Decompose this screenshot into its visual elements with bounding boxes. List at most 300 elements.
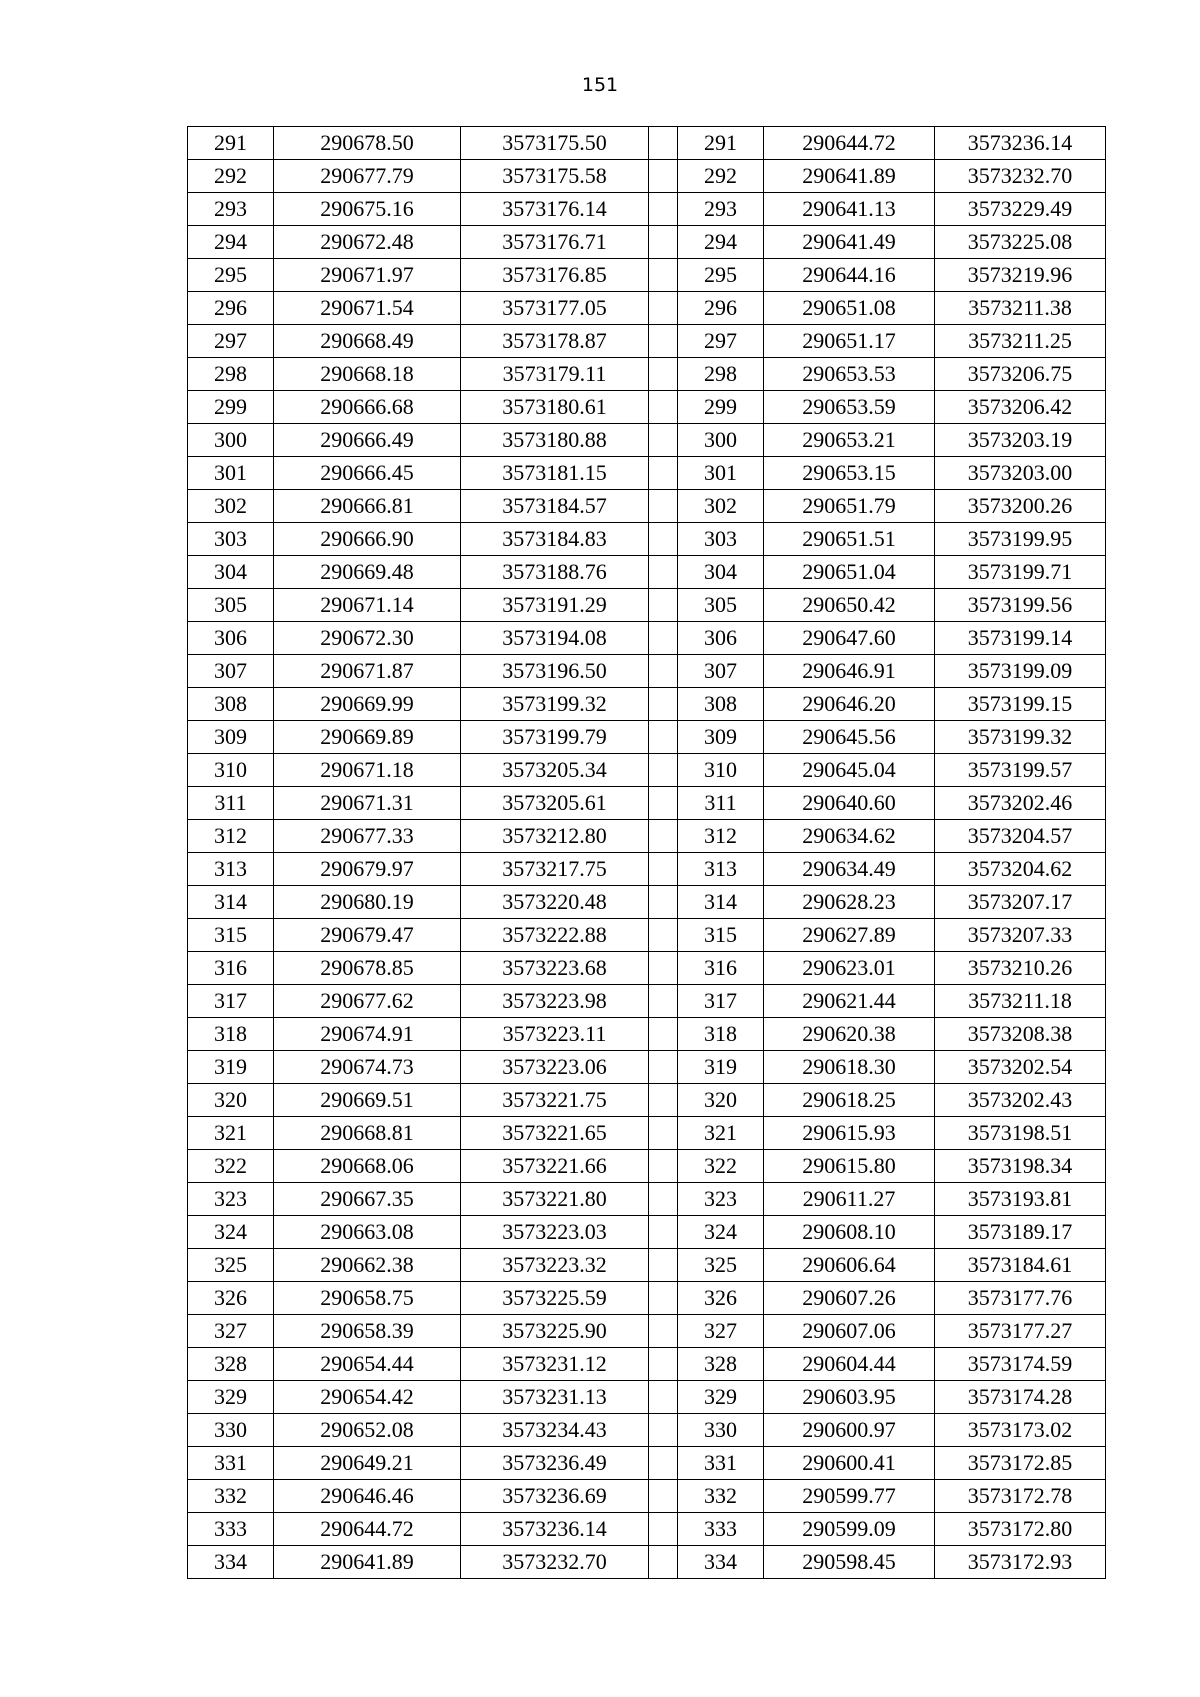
right-x-coordinate-cell: 290647.60 [764,622,935,655]
spacer-cell [649,655,678,688]
left-x-coordinate-cell: 290658.39 [274,1315,461,1348]
left-point-number-cell: 307 [188,655,274,688]
right-point-number-cell: 325 [678,1249,764,1282]
left-point-number-cell: 312 [188,820,274,853]
spacer-cell [649,1414,678,1447]
right-point-number-cell: 297 [678,325,764,358]
left-y-coordinate-cell: 3573234.43 [461,1414,649,1447]
table-row [188,754,1106,787]
table-row [188,457,1106,490]
left-y-coordinate-cell: 3573176.71 [461,226,649,259]
right-point-number-cell: 326 [678,1282,764,1315]
spacer-cell [649,391,678,424]
table-row [188,1018,1106,1051]
spacer-cell [649,1150,678,1183]
table-row [188,1447,1106,1480]
left-point-number-cell: 317 [188,985,274,1018]
left-y-coordinate-cell: 3573221.75 [461,1084,649,1117]
spacer-cell [649,259,678,292]
spacer-cell [649,787,678,820]
right-point-number-cell: 306 [678,622,764,655]
spacer-cell [649,160,678,193]
spacer-cell [649,1117,678,1150]
right-point-number-cell: 302 [678,490,764,523]
right-point-number-cell: 300 [678,424,764,457]
right-x-coordinate-cell: 290653.21 [764,424,935,457]
table-row [188,391,1106,424]
spacer-cell [649,886,678,919]
right-y-coordinate-cell: 3573208.38 [935,1018,1106,1051]
left-point-number-cell: 322 [188,1150,274,1183]
left-y-coordinate-cell: 3573212.80 [461,820,649,853]
right-point-number-cell: 323 [678,1183,764,1216]
right-x-coordinate-cell: 290600.41 [764,1447,935,1480]
left-x-coordinate-cell: 290671.18 [274,754,461,787]
left-point-number-cell: 323 [188,1183,274,1216]
right-x-coordinate-cell: 290641.13 [764,193,935,226]
left-x-coordinate-cell: 290668.18 [274,358,461,391]
table-row [188,325,1106,358]
left-x-coordinate-cell: 290667.35 [274,1183,461,1216]
left-y-coordinate-cell: 3573184.83 [461,523,649,556]
table-row [188,622,1106,655]
right-point-number-cell: 319 [678,1051,764,1084]
left-point-number-cell: 326 [188,1282,274,1315]
right-y-coordinate-cell: 3573172.85 [935,1447,1106,1480]
left-y-coordinate-cell: 3573196.50 [461,655,649,688]
table-row [188,1348,1106,1381]
table-row [188,523,1106,556]
left-x-coordinate-cell: 290666.90 [274,523,461,556]
right-x-coordinate-cell: 290651.17 [764,325,935,358]
left-x-coordinate-cell: 290668.81 [274,1117,461,1150]
right-point-number-cell: 293 [678,193,764,226]
right-y-coordinate-cell: 3573204.62 [935,853,1106,886]
right-x-coordinate-cell: 290615.93 [764,1117,935,1150]
right-point-number-cell: 311 [678,787,764,820]
left-point-number-cell: 301 [188,457,274,490]
table-row [188,886,1106,919]
spacer-cell [649,127,678,160]
left-x-coordinate-cell: 290662.38 [274,1249,461,1282]
right-y-coordinate-cell: 3573225.08 [935,226,1106,259]
left-y-coordinate-cell: 3573176.14 [461,193,649,226]
right-x-coordinate-cell: 290603.95 [764,1381,935,1414]
left-point-number-cell: 314 [188,886,274,919]
left-x-coordinate-cell: 290663.08 [274,1216,461,1249]
left-x-coordinate-cell: 290672.48 [274,226,461,259]
left-y-coordinate-cell: 3573222.88 [461,919,649,952]
left-point-number-cell: 297 [188,325,274,358]
table-row [188,1051,1106,1084]
right-y-coordinate-cell: 3573232.70 [935,160,1106,193]
right-y-coordinate-cell: 3573174.59 [935,1348,1106,1381]
spacer-cell [649,1249,678,1282]
left-y-coordinate-cell: 3573181.15 [461,457,649,490]
right-x-coordinate-cell: 290650.42 [764,589,935,622]
left-y-coordinate-cell: 3573221.66 [461,1150,649,1183]
left-point-number-cell: 313 [188,853,274,886]
left-point-number-cell: 318 [188,1018,274,1051]
right-x-coordinate-cell: 290599.77 [764,1480,935,1513]
left-x-coordinate-cell: 290675.16 [274,193,461,226]
left-point-number-cell: 320 [188,1084,274,1117]
spacer-cell [649,1282,678,1315]
left-x-coordinate-cell: 290671.31 [274,787,461,820]
right-x-coordinate-cell: 290644.72 [764,127,935,160]
right-x-coordinate-cell: 290627.89 [764,919,935,952]
left-x-coordinate-cell: 290666.68 [274,391,461,424]
right-y-coordinate-cell: 3573199.09 [935,655,1106,688]
left-point-number-cell: 305 [188,589,274,622]
left-x-coordinate-cell: 290669.99 [274,688,461,721]
table-row [188,688,1106,721]
left-point-number-cell: 327 [188,1315,274,1348]
table-row [188,1315,1106,1348]
left-x-coordinate-cell: 290680.19 [274,886,461,919]
left-x-coordinate-cell: 290669.51 [274,1084,461,1117]
left-y-coordinate-cell: 3573231.13 [461,1381,649,1414]
right-point-number-cell: 304 [678,556,764,589]
spacer-cell [649,688,678,721]
spacer-cell [649,292,678,325]
left-x-coordinate-cell: 290671.14 [274,589,461,622]
left-x-coordinate-cell: 290668.06 [274,1150,461,1183]
right-x-coordinate-cell: 290640.60 [764,787,935,820]
table-row [188,820,1106,853]
table-row [188,985,1106,1018]
table-row [188,853,1106,886]
table-row [188,490,1106,523]
table-row [188,292,1106,325]
left-point-number-cell: 296 [188,292,274,325]
table-row [188,952,1106,985]
right-point-number-cell: 317 [678,985,764,1018]
right-point-number-cell: 313 [678,853,764,886]
right-point-number-cell: 291 [678,127,764,160]
left-y-coordinate-cell: 3573232.70 [461,1546,649,1579]
right-y-coordinate-cell: 3573219.96 [935,259,1106,292]
left-x-coordinate-cell: 290649.21 [274,1447,461,1480]
left-y-coordinate-cell: 3573220.48 [461,886,649,919]
right-point-number-cell: 315 [678,919,764,952]
table-row [188,721,1106,754]
right-x-coordinate-cell: 290628.23 [764,886,935,919]
right-point-number-cell: 329 [678,1381,764,1414]
left-x-coordinate-cell: 290646.46 [274,1480,461,1513]
right-point-number-cell: 294 [678,226,764,259]
left-point-number-cell: 330 [188,1414,274,1447]
right-point-number-cell: 330 [678,1414,764,1447]
spacer-cell [649,1315,678,1348]
right-point-number-cell: 301 [678,457,764,490]
spacer-cell [649,754,678,787]
right-y-coordinate-cell: 3573206.42 [935,391,1106,424]
right-y-coordinate-cell: 3573184.61 [935,1249,1106,1282]
right-x-coordinate-cell: 290641.89 [764,160,935,193]
left-point-number-cell: 333 [188,1513,274,1546]
left-y-coordinate-cell: 3573223.03 [461,1216,649,1249]
left-x-coordinate-cell: 290669.89 [274,721,461,754]
left-point-number-cell: 299 [188,391,274,424]
left-x-coordinate-cell: 290678.85 [274,952,461,985]
left-point-number-cell: 300 [188,424,274,457]
right-x-coordinate-cell: 290653.59 [764,391,935,424]
left-x-coordinate-cell: 290678.50 [274,127,461,160]
left-point-number-cell: 331 [188,1447,274,1480]
table-row [188,226,1106,259]
left-x-coordinate-cell: 290679.47 [274,919,461,952]
right-y-coordinate-cell: 3573199.56 [935,589,1106,622]
left-point-number-cell: 328 [188,1348,274,1381]
left-y-coordinate-cell: 3573225.59 [461,1282,649,1315]
right-y-coordinate-cell: 3573203.00 [935,457,1106,490]
left-x-coordinate-cell: 290677.79 [274,160,461,193]
right-x-coordinate-cell: 290607.06 [764,1315,935,1348]
left-point-number-cell: 334 [188,1546,274,1579]
right-y-coordinate-cell: 3573211.18 [935,985,1106,1018]
spacer-cell [649,721,678,754]
left-x-coordinate-cell: 290679.97 [274,853,461,886]
spacer-cell [649,1216,678,1249]
left-y-coordinate-cell: 3573188.76 [461,556,649,589]
spacer-cell [649,1348,678,1381]
table-row [188,259,1106,292]
spacer-cell [649,1084,678,1117]
table-row [188,160,1106,193]
right-point-number-cell: 334 [678,1546,764,1579]
left-y-coordinate-cell: 3573223.11 [461,1018,649,1051]
left-point-number-cell: 324 [188,1216,274,1249]
right-x-coordinate-cell: 290646.91 [764,655,935,688]
left-y-coordinate-cell: 3573175.50 [461,127,649,160]
right-point-number-cell: 295 [678,259,764,292]
right-point-number-cell: 292 [678,160,764,193]
right-point-number-cell: 332 [678,1480,764,1513]
right-x-coordinate-cell: 290618.25 [764,1084,935,1117]
right-point-number-cell: 322 [678,1150,764,1183]
right-x-coordinate-cell: 290641.49 [764,226,935,259]
right-y-coordinate-cell: 3573172.78 [935,1480,1106,1513]
right-point-number-cell: 307 [678,655,764,688]
left-x-coordinate-cell: 290666.81 [274,490,461,523]
right-y-coordinate-cell: 3573204.57 [935,820,1106,853]
table-row [188,1183,1106,1216]
coordinates-table [187,126,1106,1579]
right-point-number-cell: 333 [678,1513,764,1546]
left-y-coordinate-cell: 3573223.98 [461,985,649,1018]
right-x-coordinate-cell: 290611.27 [764,1183,935,1216]
left-point-number-cell: 291 [188,127,274,160]
left-point-number-cell: 303 [188,523,274,556]
spacer-cell [649,589,678,622]
left-y-coordinate-cell: 3573236.69 [461,1480,649,1513]
left-y-coordinate-cell: 3573178.87 [461,325,649,358]
left-point-number-cell: 315 [188,919,274,952]
spacer-cell [649,820,678,853]
right-x-coordinate-cell: 290653.53 [764,358,935,391]
right-point-number-cell: 308 [678,688,764,721]
right-point-number-cell: 305 [678,589,764,622]
right-point-number-cell: 303 [678,523,764,556]
spacer-cell [649,1480,678,1513]
left-y-coordinate-cell: 3573179.11 [461,358,649,391]
left-x-coordinate-cell: 290654.44 [274,1348,461,1381]
left-point-number-cell: 293 [188,193,274,226]
right-y-coordinate-cell: 3573200.26 [935,490,1106,523]
left-x-coordinate-cell: 290672.30 [274,622,461,655]
right-x-coordinate-cell: 290621.44 [764,985,935,1018]
left-x-coordinate-cell: 290652.08 [274,1414,461,1447]
spacer-cell [649,556,678,589]
spacer-cell [649,985,678,1018]
table-row [188,1084,1106,1117]
right-y-coordinate-cell: 3573199.71 [935,556,1106,589]
right-y-coordinate-cell: 3573199.14 [935,622,1106,655]
left-point-number-cell: 321 [188,1117,274,1150]
spacer-cell [649,1051,678,1084]
left-x-coordinate-cell: 290658.75 [274,1282,461,1315]
right-y-coordinate-cell: 3573207.17 [935,886,1106,919]
left-x-coordinate-cell: 290666.45 [274,457,461,490]
right-y-coordinate-cell: 3573199.32 [935,721,1106,754]
right-point-number-cell: 298 [678,358,764,391]
spacer-cell [649,523,678,556]
left-point-number-cell: 316 [188,952,274,985]
right-x-coordinate-cell: 290604.44 [764,1348,935,1381]
spacer-cell [649,952,678,985]
table-row [188,127,1106,160]
right-y-coordinate-cell: 3573210.26 [935,952,1106,985]
right-y-coordinate-cell: 3573229.49 [935,193,1106,226]
right-x-coordinate-cell: 290651.04 [764,556,935,589]
right-x-coordinate-cell: 290599.09 [764,1513,935,1546]
table-row [188,589,1106,622]
left-point-number-cell: 294 [188,226,274,259]
left-x-coordinate-cell: 290641.89 [274,1546,461,1579]
table-row [188,919,1106,952]
table-row [188,1480,1106,1513]
right-y-coordinate-cell: 3573198.34 [935,1150,1106,1183]
left-y-coordinate-cell: 3573199.79 [461,721,649,754]
left-y-coordinate-cell: 3573194.08 [461,622,649,655]
left-point-number-cell: 306 [188,622,274,655]
right-y-coordinate-cell: 3573173.02 [935,1414,1106,1447]
right-x-coordinate-cell: 290651.51 [764,523,935,556]
spacer-cell [649,424,678,457]
table-row [188,556,1106,589]
left-point-number-cell: 310 [188,754,274,787]
spacer-cell [649,490,678,523]
coordinates-table-body [188,127,1106,1579]
right-point-number-cell: 324 [678,1216,764,1249]
spacer-cell [649,1381,678,1414]
right-x-coordinate-cell: 290598.45 [764,1546,935,1579]
right-x-coordinate-cell: 290634.62 [764,820,935,853]
table-row [188,1249,1106,1282]
left-point-number-cell: 295 [188,259,274,292]
table-row [188,1216,1106,1249]
left-y-coordinate-cell: 3573184.57 [461,490,649,523]
spacer-cell [649,853,678,886]
right-y-coordinate-cell: 3573202.46 [935,787,1106,820]
right-x-coordinate-cell: 290651.79 [764,490,935,523]
right-y-coordinate-cell: 3573199.95 [935,523,1106,556]
left-y-coordinate-cell: 3573223.68 [461,952,649,985]
spacer-cell [649,193,678,226]
table-row [188,358,1106,391]
left-point-number-cell: 319 [188,1051,274,1084]
right-x-coordinate-cell: 290620.38 [764,1018,935,1051]
left-y-coordinate-cell: 3573205.34 [461,754,649,787]
right-point-number-cell: 316 [678,952,764,985]
right-point-number-cell: 296 [678,292,764,325]
right-y-coordinate-cell: 3573211.38 [935,292,1106,325]
right-point-number-cell: 314 [678,886,764,919]
left-x-coordinate-cell: 290677.33 [274,820,461,853]
table-row [188,1513,1106,1546]
left-point-number-cell: 325 [188,1249,274,1282]
left-y-coordinate-cell: 3573221.65 [461,1117,649,1150]
left-point-number-cell: 329 [188,1381,274,1414]
page-number: 151 [581,74,619,96]
right-x-coordinate-cell: 290645.04 [764,754,935,787]
right-point-number-cell: 299 [678,391,764,424]
left-x-coordinate-cell: 290669.48 [274,556,461,589]
left-y-coordinate-cell: 3573175.58 [461,160,649,193]
table-row [188,655,1106,688]
left-x-coordinate-cell: 290674.91 [274,1018,461,1051]
left-y-coordinate-cell: 3573199.32 [461,688,649,721]
left-point-number-cell: 298 [188,358,274,391]
right-x-coordinate-cell: 290606.64 [764,1249,935,1282]
left-y-coordinate-cell: 3573225.90 [461,1315,649,1348]
right-point-number-cell: 328 [678,1348,764,1381]
spacer-cell [649,1513,678,1546]
right-x-coordinate-cell: 290645.56 [764,721,935,754]
left-y-coordinate-cell: 3573221.80 [461,1183,649,1216]
spacer-cell [649,1183,678,1216]
left-y-coordinate-cell: 3573177.05 [461,292,649,325]
right-y-coordinate-cell: 3573174.28 [935,1381,1106,1414]
right-y-coordinate-cell: 3573199.57 [935,754,1106,787]
spacer-cell [649,622,678,655]
spacer-cell [649,358,678,391]
right-x-coordinate-cell: 290646.20 [764,688,935,721]
right-x-coordinate-cell: 290608.10 [764,1216,935,1249]
left-y-coordinate-cell: 3573191.29 [461,589,649,622]
right-y-coordinate-cell: 3573198.51 [935,1117,1106,1150]
right-x-coordinate-cell: 290615.80 [764,1150,935,1183]
left-x-coordinate-cell: 290671.87 [274,655,461,688]
right-point-number-cell: 312 [678,820,764,853]
left-y-coordinate-cell: 3573223.06 [461,1051,649,1084]
right-point-number-cell: 310 [678,754,764,787]
left-point-number-cell: 311 [188,787,274,820]
left-y-coordinate-cell: 3573223.32 [461,1249,649,1282]
left-y-coordinate-cell: 3573231.12 [461,1348,649,1381]
left-point-number-cell: 309 [188,721,274,754]
right-point-number-cell: 321 [678,1117,764,1150]
right-y-coordinate-cell: 3573202.43 [935,1084,1106,1117]
right-y-coordinate-cell: 3573177.27 [935,1315,1106,1348]
right-x-coordinate-cell: 290618.30 [764,1051,935,1084]
left-x-coordinate-cell: 290668.49 [274,325,461,358]
table-row [188,1546,1106,1579]
right-y-coordinate-cell: 3573172.80 [935,1513,1106,1546]
spacer-cell [649,457,678,490]
right-y-coordinate-cell: 3573172.93 [935,1546,1106,1579]
